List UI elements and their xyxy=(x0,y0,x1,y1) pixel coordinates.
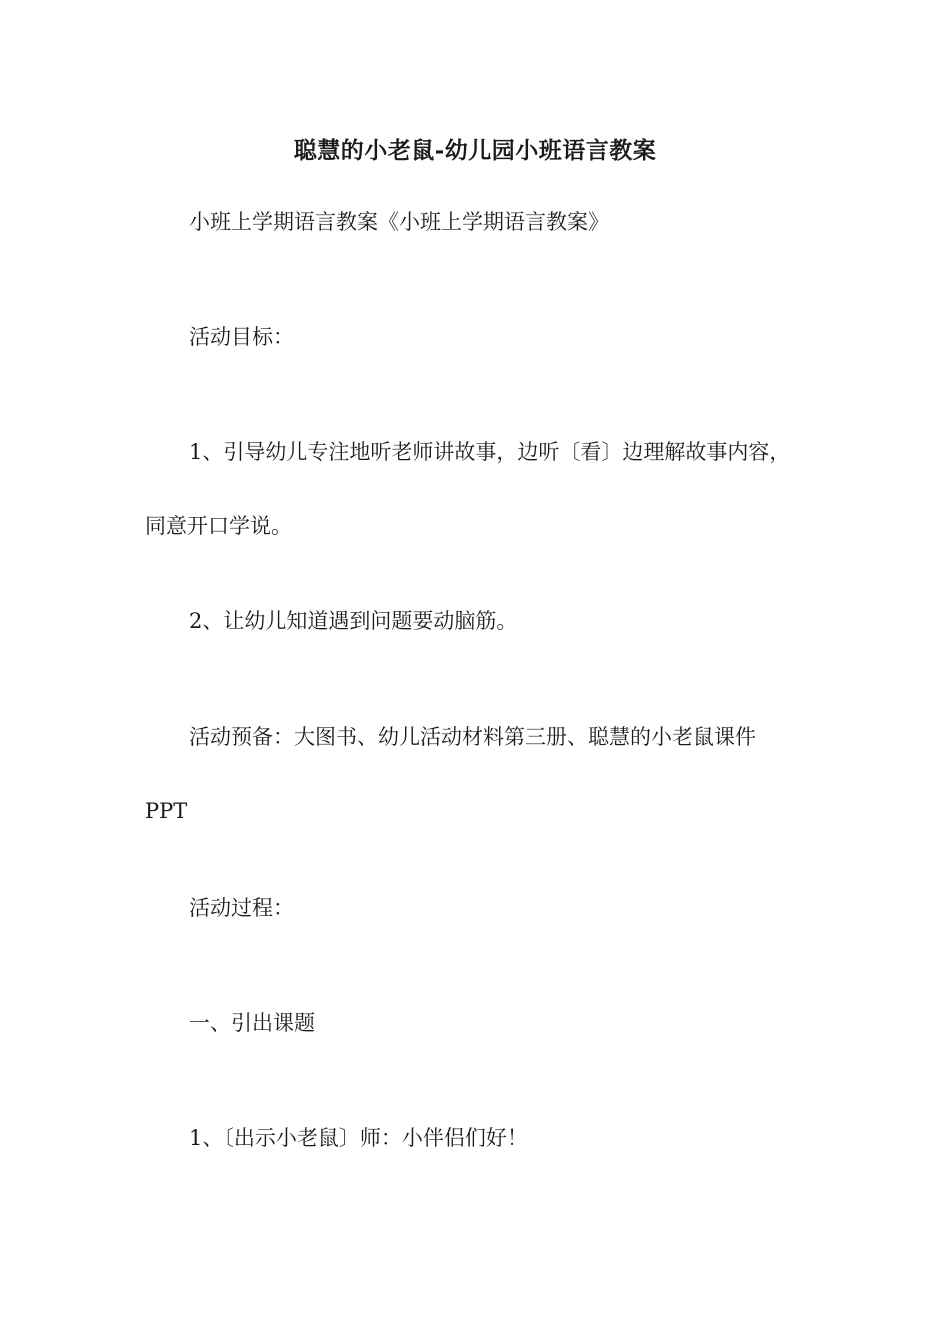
paragraph-line: 活动目标： xyxy=(189,325,294,349)
paragraph-step-1 xyxy=(145,1101,845,1175)
paragraph-line: 1、〔出示小老鼠〕师：小伴侣们好！ xyxy=(189,1126,528,1150)
paragraph-line: 小班上学期语言教案《小班上学期语言教案》 xyxy=(189,210,609,234)
paragraph-preparation xyxy=(145,700,845,848)
paragraph-goals-heading xyxy=(145,300,845,374)
paragraph-line: 活动过程： xyxy=(189,896,294,920)
paragraph-line: 1、引导幼儿专注地听老师讲故事，边听〔看〕边理解故事内容， xyxy=(189,440,791,464)
document-title: 聪慧的小老鼠-幼儿园小班语言教案 xyxy=(293,137,657,164)
paragraph-process-heading xyxy=(145,871,845,945)
paragraph-subtitle xyxy=(145,185,845,259)
paragraph-line: PPT xyxy=(145,799,188,823)
paragraph-line: 活动预备：大图书、幼儿活动材料第三册、聪慧的小老鼠课件 xyxy=(189,725,756,749)
paragraph-line: 一、引出课题 xyxy=(189,1011,315,1035)
paragraph-goal-1 xyxy=(145,415,845,563)
paragraph-section-1 xyxy=(145,986,845,1060)
paragraph-line: 同意开口学说。 xyxy=(145,514,292,538)
paragraph-goal-2 xyxy=(145,584,845,658)
paragraph-line: 2、让幼儿知道遇到问题要动脑筋。 xyxy=(189,609,518,633)
